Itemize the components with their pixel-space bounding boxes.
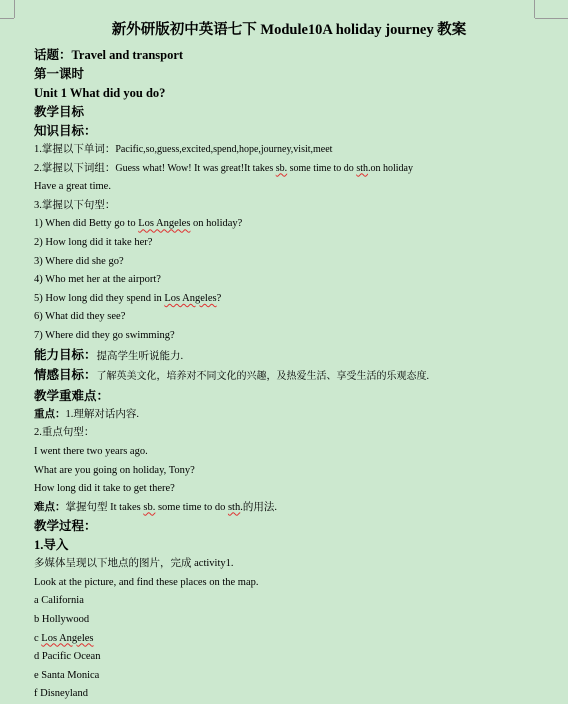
difficulty-label: 难点： (34, 501, 66, 513)
goals-heading: 教学目标 (34, 105, 85, 119)
place-item-a: a California (34, 595, 84, 607)
topic-line (34, 46, 554, 65)
document-title: 新外研版初中英语七下 Module10A holiday journey 教案 (111, 22, 467, 38)
spell-flagged-word: sb. (143, 501, 156, 513)
knowledge-item-2 (34, 160, 554, 179)
ability-goal (34, 346, 554, 367)
topic-value: Travel and transport (71, 48, 184, 62)
spell-flagged-word: Los Angeles (138, 218, 191, 230)
question-4: 4) Who met her at the airport? (34, 274, 161, 286)
corner-mark (0, 18, 14, 19)
spell-flagged-word: sb. (275, 162, 288, 174)
place-item-e: e Santa Monica (34, 669, 100, 681)
question-5 (34, 290, 554, 309)
intro-heading: 1.导入 (34, 538, 69, 553)
key-sentence-3: How long did it take to get there? (34, 483, 175, 495)
question-2: 2) How long did it take her? (34, 236, 153, 248)
document-page (34, 16, 554, 704)
key-point-2: 2.重点句型： (34, 427, 95, 439)
emotion-label: 情感目标： (34, 368, 97, 383)
knowledge-item-1 (34, 141, 554, 160)
key-value: 1.理解对话内容. (65, 408, 139, 420)
spell-flagged-word: sth (356, 162, 368, 174)
question-1 (34, 215, 554, 234)
knowledge-item-2-cont: Have a great time. (34, 181, 111, 193)
key-label: 重点： (34, 408, 66, 420)
phrase-text: Guess what! Wow! It was great!It takes (115, 162, 276, 174)
item-prefix: 1.掌握以下单词： (34, 144, 116, 155)
difficulty-text: some time to do (155, 501, 228, 513)
corner-mark (14, 0, 15, 18)
emotion-value: 了解英美文化，培养对不同文化的兴趣，及热爱生活、享受生活的乐观态度. (96, 371, 430, 383)
place-item-c (34, 630, 554, 649)
place-item-f: f Disneyland (34, 688, 88, 700)
key-sentence-2: What are you going on holiday, Tony? (34, 464, 195, 476)
difficulty-text: 掌握句型 It takes (65, 501, 144, 513)
question-text: on holiday? (190, 218, 243, 230)
knowledge-item-3: 3.掌握以下句型： (34, 199, 116, 211)
item-prefix: 2.掌握以下词组： (34, 162, 116, 174)
question-7: 7) Where did they go swimming? (34, 329, 175, 341)
question-6: 6) What did they see? (34, 311, 126, 323)
phrase-list (115, 163, 413, 174)
ability-value: 提高学生听说能力. (96, 350, 184, 362)
difficulty-text: .的用法. (240, 501, 277, 513)
instruction-text: Look at the picture, and find these places on the map. (34, 576, 259, 588)
question-3: 3) Where did she go? (34, 255, 124, 267)
key-points-heading: 教学重难点： (34, 388, 110, 403)
question-text: 5) How long did they spend in (34, 292, 165, 304)
process-heading: 教学过程： (34, 519, 97, 534)
difficulty-point (34, 499, 554, 518)
phrase-text: .on holiday (367, 162, 413, 174)
spell-flagged-word: Los Angeles (41, 632, 94, 644)
place-item-b: b Hollywood (34, 614, 90, 626)
emotion-goal (34, 366, 554, 387)
phrase-text: some time to do (287, 162, 357, 174)
place-prefix: c (34, 632, 42, 644)
topic-label: 话题： (34, 48, 72, 62)
word-list: Pacific,so,guess,excited,spend,hope,journey,visit,meet (115, 144, 333, 155)
place-item-d: d Pacific Ocean (34, 651, 101, 663)
key-sentence-1: I went there two years ago. (34, 445, 148, 457)
spell-flagged-word: sth (227, 501, 241, 513)
lesson-heading: 第一课时 (34, 67, 85, 81)
unit-heading: Unit 1 What did you do? (34, 86, 166, 100)
key-point-1 (34, 406, 554, 425)
question-text: 1) When did Betty go to (34, 218, 139, 230)
intro-text: 多媒体呈现以下地点的图片，完成 activity1. (34, 558, 234, 570)
knowledge-heading: 知识目标： (34, 124, 97, 138)
ability-label: 能力目标： (34, 347, 97, 362)
question-text: ? (216, 292, 222, 304)
spell-flagged-word: Los Angeles (164, 292, 217, 304)
